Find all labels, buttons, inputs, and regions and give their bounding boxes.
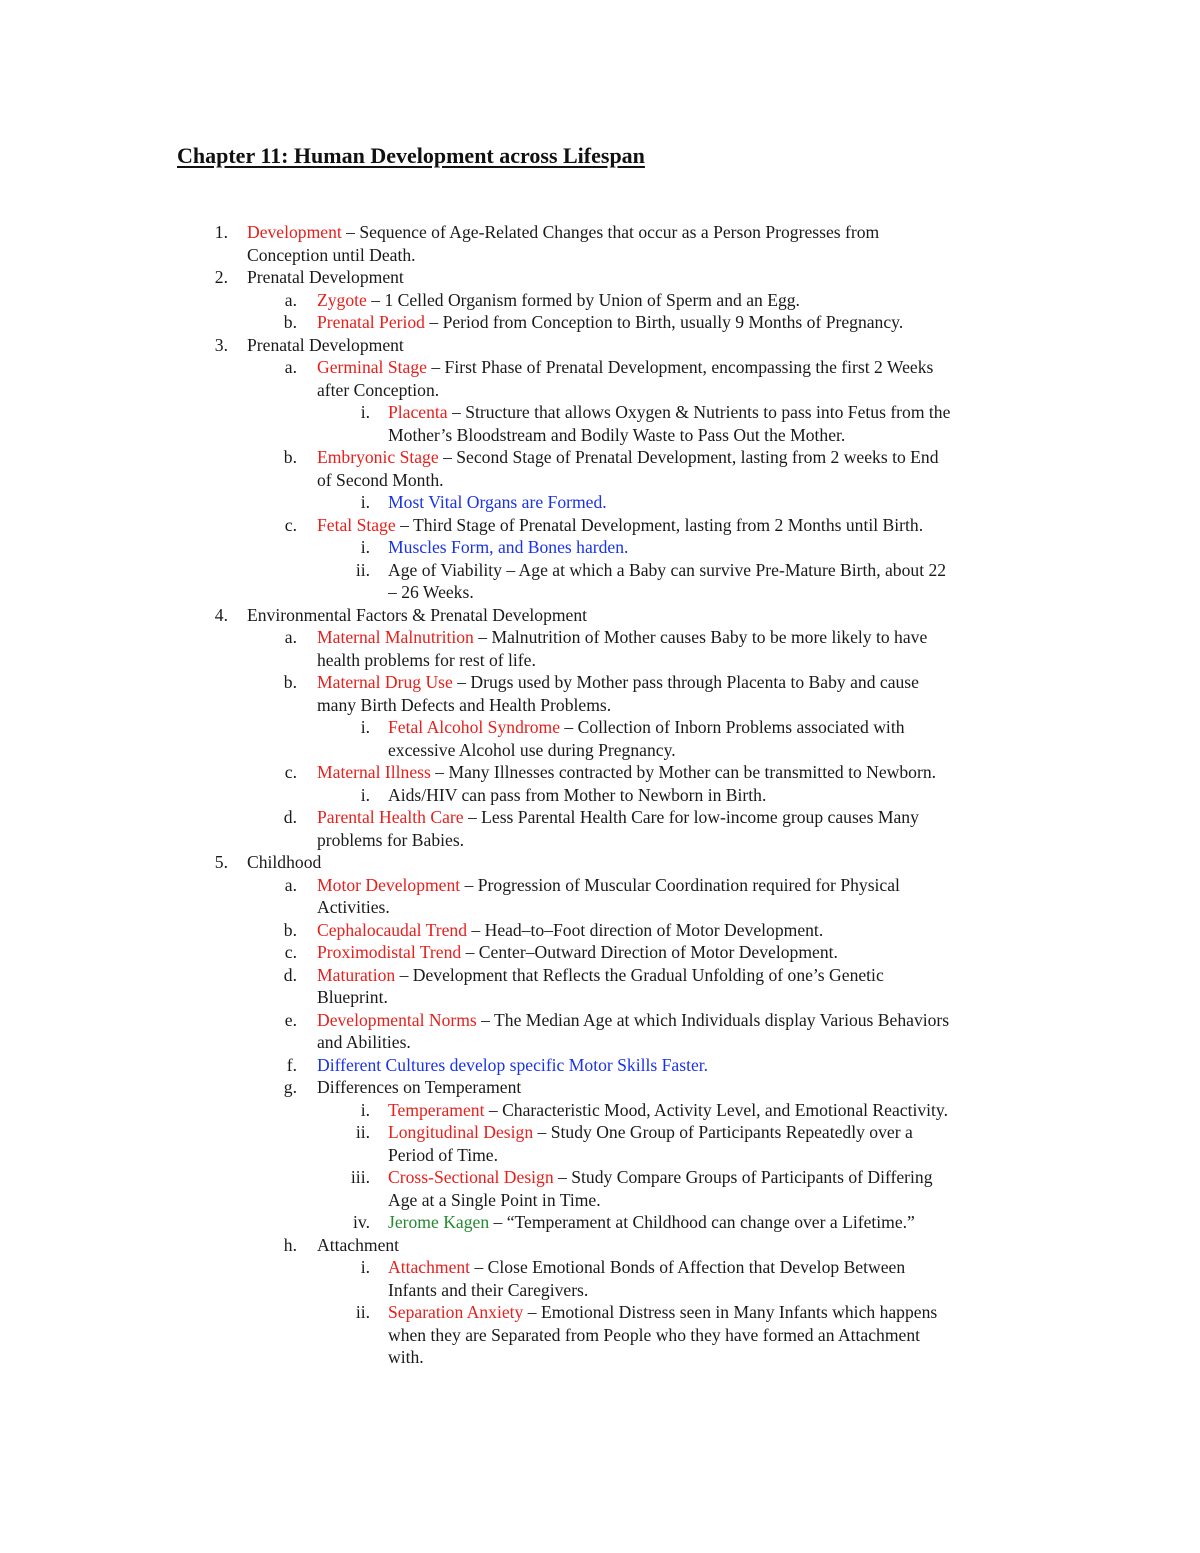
list-marker: ii.	[355, 559, 370, 580]
list-marker: i.	[360, 1257, 370, 1277]
page-title: Chapter 11: Human Development across Lifespan	[177, 143, 645, 168]
list-marker: d.	[283, 964, 297, 985]
definition: – Characteristic Mood, Activity Level, and Emotional Reactivity.	[484, 1099, 948, 1120]
list-marker: 2.	[214, 267, 228, 287]
list-marker: i.	[360, 492, 370, 512]
list-marker: ii.	[355, 1122, 370, 1142]
definition: – Close Emotional Bonds of Affection that Develop Between	[470, 1257, 906, 1277]
definition: – Study Compare Groups of Participants of Differing	[553, 1167, 933, 1187]
definition: – Period from Conception to Birth, usually 9 Months of Pregnancy.	[424, 312, 904, 332]
definition: – Development that Reflects the Gradual Unfolding of one’s Genetic	[395, 964, 884, 985]
outline-item	[0, 784, 1200, 807]
item-text: Infants and their Caregivers.	[388, 1279, 589, 1300]
term: Maternal Illness	[317, 762, 431, 782]
list-marker: c.	[284, 762, 297, 782]
item-text: Muscles Form, and Bones harden.	[388, 537, 629, 557]
definition: – Structure that allows Oxygen & Nutrients to pass into Fetus from the	[447, 402, 951, 422]
item-text: and Abilities.	[317, 1032, 411, 1052]
item-text: Age of Viability – Age at which a Baby can survive Pre-Mature Birth, about 22	[388, 559, 947, 580]
definition: – The Median Age at which Individuals display Various Behaviors	[476, 1009, 950, 1030]
term: Development	[247, 222, 342, 242]
outline-item	[0, 1211, 1200, 1234]
list-marker: g.	[283, 1077, 297, 1097]
definition: – 1 Celled Organism formed by Union of Sperm and an Egg.	[366, 289, 800, 310]
term: Prenatal Period	[317, 312, 425, 332]
outline-item-continuation	[0, 1144, 1200, 1167]
outline-item	[0, 1009, 1200, 1032]
list-marker: 5.	[214, 852, 228, 872]
outline-item	[0, 874, 1200, 897]
definition: – Collection of Inborn Problems associated with	[560, 717, 905, 737]
outline-item	[0, 941, 1200, 964]
outline-item	[0, 761, 1200, 784]
outline-item	[0, 536, 1200, 559]
item-text: Activities.	[317, 897, 390, 917]
item-text: many Birth Defects and Health Problems.	[317, 694, 612, 715]
term: Fetal Alcohol Syndrome	[388, 717, 561, 737]
outline-item-continuation	[0, 424, 1200, 447]
term: Cross-Sectional Design	[388, 1167, 554, 1187]
term: Attachment	[388, 1257, 471, 1277]
outline-item	[0, 559, 1200, 582]
term: Jerome Kagen	[388, 1212, 490, 1232]
definition: – Center–Outward Direction of Motor Development.	[461, 942, 838, 962]
outline-item	[0, 671, 1200, 694]
item-text: Period of Time.	[388, 1144, 498, 1165]
item-text: Aids/HIV can pass from Mother to Newborn in Birth.	[388, 784, 767, 805]
outline-item	[0, 1234, 1200, 1257]
item-text: – 26 Weeks.	[388, 582, 474, 602]
list-marker: 3.	[214, 334, 228, 355]
outline-item	[0, 221, 1200, 244]
term: Longitudinal Design	[388, 1122, 534, 1142]
term: Fetal Stage	[317, 514, 396, 535]
outline-item-continuation	[0, 1346, 1200, 1369]
list-marker: i.	[360, 402, 370, 422]
item-text: excessive Alcohol use during Pregnancy.	[388, 739, 676, 760]
outline-item	[0, 851, 1200, 874]
item-text: after Conception.	[317, 379, 440, 400]
item-text: Age at a Single Point in Time.	[388, 1189, 601, 1210]
list-marker: f.	[286, 1054, 297, 1075]
outline-item	[0, 1099, 1200, 1122]
outline-item	[0, 356, 1200, 379]
outline-item	[0, 446, 1200, 469]
term: Separation Anxiety	[388, 1302, 524, 1322]
list-marker: ii.	[355, 1302, 370, 1322]
list-marker: a.	[284, 874, 297, 895]
item-text: Differences on Temperament	[317, 1077, 522, 1097]
item-text: Different Cultures develop specific Motor Skills Faster.	[317, 1054, 709, 1075]
term: Maturation	[317, 964, 396, 985]
term: Developmental Norms	[317, 1009, 477, 1030]
outline-item	[0, 334, 1200, 357]
item-text: Environmental Factors & Prenatal Development	[247, 604, 588, 625]
outline-item	[0, 626, 1200, 649]
outline-item	[0, 1054, 1200, 1077]
outline-item-continuation	[0, 379, 1200, 402]
outline-item-continuation	[0, 694, 1200, 717]
term: Parental Health Care	[317, 807, 464, 827]
list-marker: b.	[283, 447, 297, 467]
outline-item	[0, 491, 1200, 514]
list-marker: c.	[284, 942, 297, 962]
list-marker: c.	[284, 514, 297, 535]
list-marker: a.	[284, 357, 297, 377]
outline-item-continuation	[0, 829, 1200, 852]
term: Embryonic Stage	[317, 447, 439, 467]
definition: – Less Parental Health Care for low-income group causes Many	[463, 807, 919, 827]
definition: – First Phase of Prenatal Development, encompassing the first 2 Weeks	[426, 357, 934, 377]
outline-item	[0, 919, 1200, 942]
outline-item-continuation	[0, 581, 1200, 604]
list-marker: b.	[283, 919, 297, 940]
list-marker: i.	[360, 1099, 370, 1120]
term: Maternal Drug Use	[317, 672, 453, 692]
definition: – Many Illnesses contracted by Mother can be transmitted to Newborn.	[430, 762, 937, 782]
item-text: Attachment	[317, 1234, 400, 1255]
term: Temperament	[388, 1099, 485, 1120]
outline-item	[0, 964, 1200, 987]
item-text: Mother’s Bloodstream and Bodily Waste to Pass Out the Mother.	[388, 424, 846, 445]
term: Proximodistal Trend	[317, 942, 462, 962]
item-text: Prenatal Development	[247, 267, 404, 287]
item-text: of Second Month.	[317, 469, 444, 490]
outline-item	[0, 1076, 1200, 1099]
definition: – Head–to–Foot direction of Motor Development.	[467, 919, 824, 940]
list-marker: b.	[283, 672, 297, 692]
outline-item	[0, 716, 1200, 739]
definition: – Malnutrition of Mother causes Baby to be more likely to have	[473, 627, 928, 647]
item-text: Blueprint.	[317, 987, 388, 1007]
outline-item	[0, 806, 1200, 829]
term: Cephalocaudal Trend	[317, 919, 468, 940]
term: Placenta	[388, 402, 448, 422]
outline-item-continuation	[0, 469, 1200, 492]
term: Maternal Malnutrition	[317, 627, 474, 647]
definition: – Second Stage of Prenatal Development, lasting from 2 weeks to End	[438, 447, 939, 467]
term: Motor Development	[317, 874, 461, 895]
definition: – Third Stage of Prenatal Development, lasting from 2 Months until Birth.	[395, 514, 924, 535]
outline-item	[0, 401, 1200, 424]
outline-item	[0, 266, 1200, 289]
definition: – “Temperament at Childhood can change over a Lifetime.”	[489, 1212, 915, 1232]
item-text: Conception until Death.	[247, 244, 416, 265]
list-marker: e.	[284, 1009, 297, 1030]
outline-item	[0, 311, 1200, 334]
item-text: Childhood	[247, 852, 322, 872]
list-marker: d.	[283, 807, 297, 827]
list-marker: 1.	[214, 222, 228, 242]
list-marker: h.	[283, 1234, 297, 1255]
definition: – Sequence of Age-Related Changes that occur as a Person Progresses from	[341, 222, 880, 242]
notes-outline	[0, 221, 1200, 1369]
outline-item	[0, 604, 1200, 627]
item-text: Prenatal Development	[247, 334, 404, 355]
definition: – Drugs used by Mother pass through Placenta to Baby and cause	[452, 672, 919, 692]
outline-item-continuation	[0, 1324, 1200, 1347]
definition: – Progression of Muscular Coordination required for Physical	[460, 874, 900, 895]
outline-item-continuation	[0, 1189, 1200, 1212]
item-text: health problems for rest of life.	[317, 649, 536, 670]
definition: – Emotional Distress seen in Many Infants which happens	[523, 1302, 938, 1322]
outline-item	[0, 1256, 1200, 1279]
list-marker: i.	[360, 717, 370, 737]
item-text: Most Vital Organs are Formed.	[388, 492, 607, 512]
list-marker: i.	[360, 784, 370, 805]
item-text: problems for Babies.	[317, 829, 465, 850]
term: Germinal Stage	[317, 357, 427, 377]
term: Zygote	[317, 289, 367, 310]
list-marker: iii.	[350, 1167, 370, 1187]
definition: – Study One Group of Participants Repeatedly over a	[533, 1122, 913, 1142]
list-marker: iv.	[353, 1212, 370, 1232]
item-text: when they are Separated from People who they have formed an Attachment	[388, 1324, 921, 1345]
outline-item-continuation	[0, 649, 1200, 672]
outline-item-continuation	[0, 739, 1200, 762]
outline-item-continuation	[0, 986, 1200, 1009]
list-marker: b.	[283, 312, 297, 332]
outline-item	[0, 1166, 1200, 1189]
list-marker: i.	[360, 537, 370, 557]
outline-item	[0, 1301, 1200, 1324]
outline-item-continuation	[0, 1031, 1200, 1054]
outline-item-continuation	[0, 1279, 1200, 1302]
outline-item-continuation	[0, 896, 1200, 919]
outline-item	[0, 514, 1200, 537]
list-marker: a.	[284, 289, 297, 310]
outline-item-continuation	[0, 244, 1200, 267]
item-text: with.	[388, 1347, 424, 1367]
list-marker: a.	[284, 627, 297, 647]
outline-item	[0, 1121, 1200, 1144]
list-marker: 4.	[214, 604, 228, 625]
outline-item	[0, 289, 1200, 312]
